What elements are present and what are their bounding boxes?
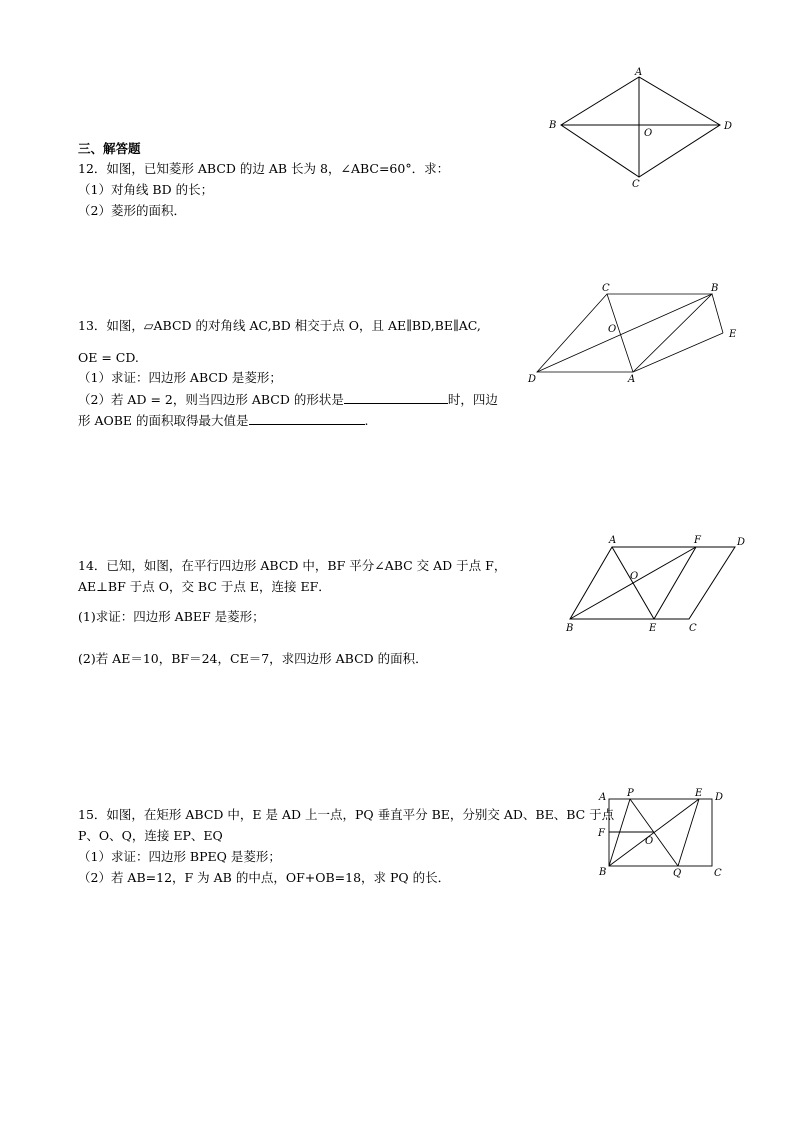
- q13-part2b: 时，四边: [447, 392, 498, 407]
- q15-label-a: A: [599, 792, 607, 803]
- q14-parallelogram: [570, 547, 735, 619]
- q14-label-b: B: [566, 623, 574, 634]
- q15-label-c: C: [714, 868, 722, 879]
- q14-label-c: C: [689, 623, 697, 634]
- q13-label-e: E: [729, 329, 737, 340]
- q15-label-d: D: [715, 792, 724, 803]
- q15-label-o: O: [645, 836, 654, 847]
- q13-label-b: B: [711, 283, 719, 294]
- q12-label-o: O: [644, 128, 653, 139]
- q14-label-e: E: [649, 623, 657, 634]
- q12-label-a: A: [635, 67, 643, 78]
- q13-label-o: O: [608, 324, 617, 335]
- q12-part2: （2）菱形的面积．: [78, 203, 186, 218]
- q13-stem: 13．如图，▱ABCD 的对角线 AC,BD 相交于点 O，且 AE∥BD,BE∥AC,: [78, 318, 481, 333]
- q14-segment-ae: [612, 547, 654, 619]
- q12-stem: 12．如图，已知菱形 ABCD 的边 AB 长为 8，∠ABC=60°．求：: [78, 161, 450, 176]
- q14-figure: [560, 533, 760, 638]
- q13-label-d: D: [528, 374, 537, 385]
- q15-part1: （1）求证：四边形 BPEQ 是菱形；: [78, 849, 281, 864]
- q13-answer-blank-1[interactable]: [344, 391, 448, 404]
- q13-segment-ae: [633, 333, 723, 372]
- q13-label-a: A: [628, 374, 636, 385]
- q14-label-a: A: [609, 535, 617, 546]
- q13-answer-blank-2[interactable]: [249, 412, 365, 425]
- q12-rhombus-outline: [561, 77, 720, 177]
- q14-label-f: F: [694, 535, 701, 546]
- q14-label-o: O: [630, 571, 639, 582]
- q15-label-b: B: [599, 867, 607, 878]
- q13-segment-be: [712, 294, 723, 333]
- q12-part1: （1）对角线 BD 的长；: [78, 182, 214, 197]
- q15-figure: [595, 790, 730, 880]
- q14-segment-ef: [654, 547, 696, 619]
- q15-label-p: P: [627, 788, 634, 799]
- q12-label-d: D: [724, 121, 733, 132]
- q13-part1: （1）求证：四边形 ABCD 是菱形；: [78, 370, 282, 385]
- q13-part2c: 形 AOBE 的面积取得最大值是: [78, 413, 249, 428]
- q14-label-d: D: [737, 537, 746, 548]
- q15-segment-eq: [678, 799, 699, 866]
- q15-label-f: F: [598, 828, 605, 839]
- q12-label-c: C: [632, 179, 640, 190]
- q13-stem2: OE = CD.: [78, 350, 139, 365]
- q13-part2-line2: [78, 412, 369, 429]
- q15-label-q: Q: [673, 868, 682, 879]
- q15-segment-be: [609, 799, 699, 866]
- q14-part2: (2)若 AE＝10，BF＝24，CE＝7，求四边形 ABCD 的面积．: [78, 651, 428, 666]
- q13-figure: [525, 282, 745, 387]
- q14-part1: (1)求证：四边形 ABEF 是菱形；: [78, 609, 265, 624]
- q12-figure-rhombus: [540, 65, 750, 195]
- q13-part2-line1: [78, 391, 498, 408]
- q15-rectangle: [609, 799, 712, 866]
- q15-stem2: P、O、Q，连接 EP、EQ: [78, 828, 223, 843]
- q13-part2d: .: [364, 413, 369, 428]
- q13-part2a: （2）若 AD = 2，则当四边形 ABCD 的形状是: [78, 392, 344, 407]
- q15-label-e: E: [695, 788, 703, 799]
- section-title: 三、解答题: [78, 141, 141, 156]
- q15-segment-bp: [609, 799, 630, 866]
- q14-stem2: AE⊥BF 于点 O，交 BC 于点 E，连接 EF．: [78, 579, 331, 594]
- q15-part2: （2）若 AB=12，F 为 AB 的中点，OF+OB=18，求 PQ 的长．: [78, 870, 451, 885]
- q15-stem: 15．如图，在矩形 ABCD 中，E 是 AD 上一点，PQ 垂直平分 BE，分别交 AD、BE、BC 于点: [78, 807, 615, 822]
- q14-stem: 14．已知，如图，在平行四边形 ABCD 中，BF 平分∠ABC 交 AD 于点 F，: [78, 558, 507, 573]
- q13-diagonal-bd: [537, 294, 712, 372]
- q13-label-c: C: [602, 283, 610, 294]
- q12-label-b: B: [549, 120, 557, 131]
